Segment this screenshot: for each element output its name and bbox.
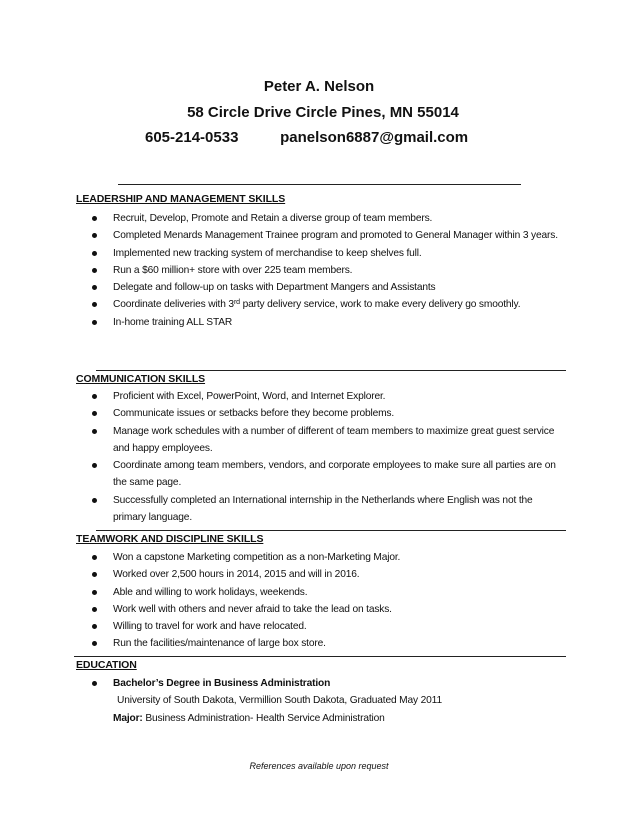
section-title-education: EDUCATION [76,659,137,671]
list-item: Coordinate deliveries with 3rd party delivery service, work to make every delivery go smoothly. [76,296,566,313]
bullet-icon [92,463,97,468]
list-item: Completed Menards Management Trainee program and promoted to General Manager within 3 years. [76,227,566,244]
list-item: Manage work schedules with a number of different of team members to maximize great guest service and happy employees. [76,423,566,458]
bullet-icon [92,498,97,503]
bullet-icon [92,555,97,560]
bullet-icon [92,233,97,238]
list-item: Run the facilities/maintenance of large box store. [76,635,566,652]
phone: 605-214-0533 [145,129,239,146]
leadership-list [76,210,566,331]
header-divider [118,184,521,185]
resume-name: Peter A. Nelson [263,78,375,95]
list-item: Work well with others and never afraid to take the lead on tasks. [76,601,566,618]
section-title-communication: COMMUNICATION SKILLS [76,373,206,385]
bullet-icon [92,251,97,256]
bullet-icon [92,394,97,399]
bullet-icon [92,572,97,577]
address: 58 Circle Drive Circle Pines, MN 55014 [187,104,459,121]
section-divider [96,530,566,531]
teamwork-list [76,549,566,653]
bullet-icon [92,624,97,629]
list-item: Recruit, Develop, Promote and Retain a diverse group of team members. [76,210,566,227]
bullet-icon [92,681,97,686]
list-item: Run a $60 million+ store with over 225 team members. [76,262,566,279]
bullet-icon [92,429,97,434]
bullet-icon [92,607,97,612]
list-item: Communicate issues or setbacks before they become problems. [76,405,566,422]
list-item: Successfully completed an International internship in the Netherlands where English was not the primary language. [76,492,566,527]
list-item: Worked over 2,500 hours in 2014, 2015 and will in 2016. [76,566,566,583]
degree: Bachelor’s Degree in Business Administration [76,675,566,692]
list-item: Proficient with Excel, PowerPoint, Word, and Internet Explorer. [76,388,566,405]
bullet-icon [92,285,97,290]
section-title-teamwork: TEAMWORK AND DISCIPLINE SKILLS [76,533,264,545]
section-title-leadership: LEADERSHIP AND MANAGEMENT SKILLS [76,193,286,205]
section-divider [96,370,566,371]
bullet-icon [92,590,97,595]
section-divider [74,656,566,657]
bullet-icon [92,302,97,307]
list-item: Coordinate among team members, vendors, and corporate employees to make sure all parties are on the same page. [76,457,566,492]
bullet-icon [92,216,97,221]
bullet-icon [92,268,97,273]
school: University of South Dakota, Vermillion South Dakota, Graduated May 2011 [117,695,442,706]
list-item: Willing to travel for work and have relocated. [76,618,566,635]
footer-note: References available upon request [249,761,389,771]
list-item: Able and willing to work holidays, weekends. [76,584,566,601]
communication-list [76,388,566,526]
bullet-icon [92,411,97,416]
list-item: Won a capstone Marketing competition as a non-Marketing Major. [76,549,566,566]
bullet-icon [92,320,97,325]
contact-line [145,129,545,147]
list-item: In-home training ALL STAR [76,314,566,331]
list-item: Delegate and follow-up on tasks with Department Mangers and Assistants [76,279,566,296]
education-list [76,675,566,692]
bullet-icon [92,641,97,646]
email: panelson6887@gmail.com [280,129,469,146]
major: Major: Business Administration- Health Service Administration [113,713,385,724]
list-item: Implemented new tracking system of merchandise to keep shelves full. [76,245,566,262]
